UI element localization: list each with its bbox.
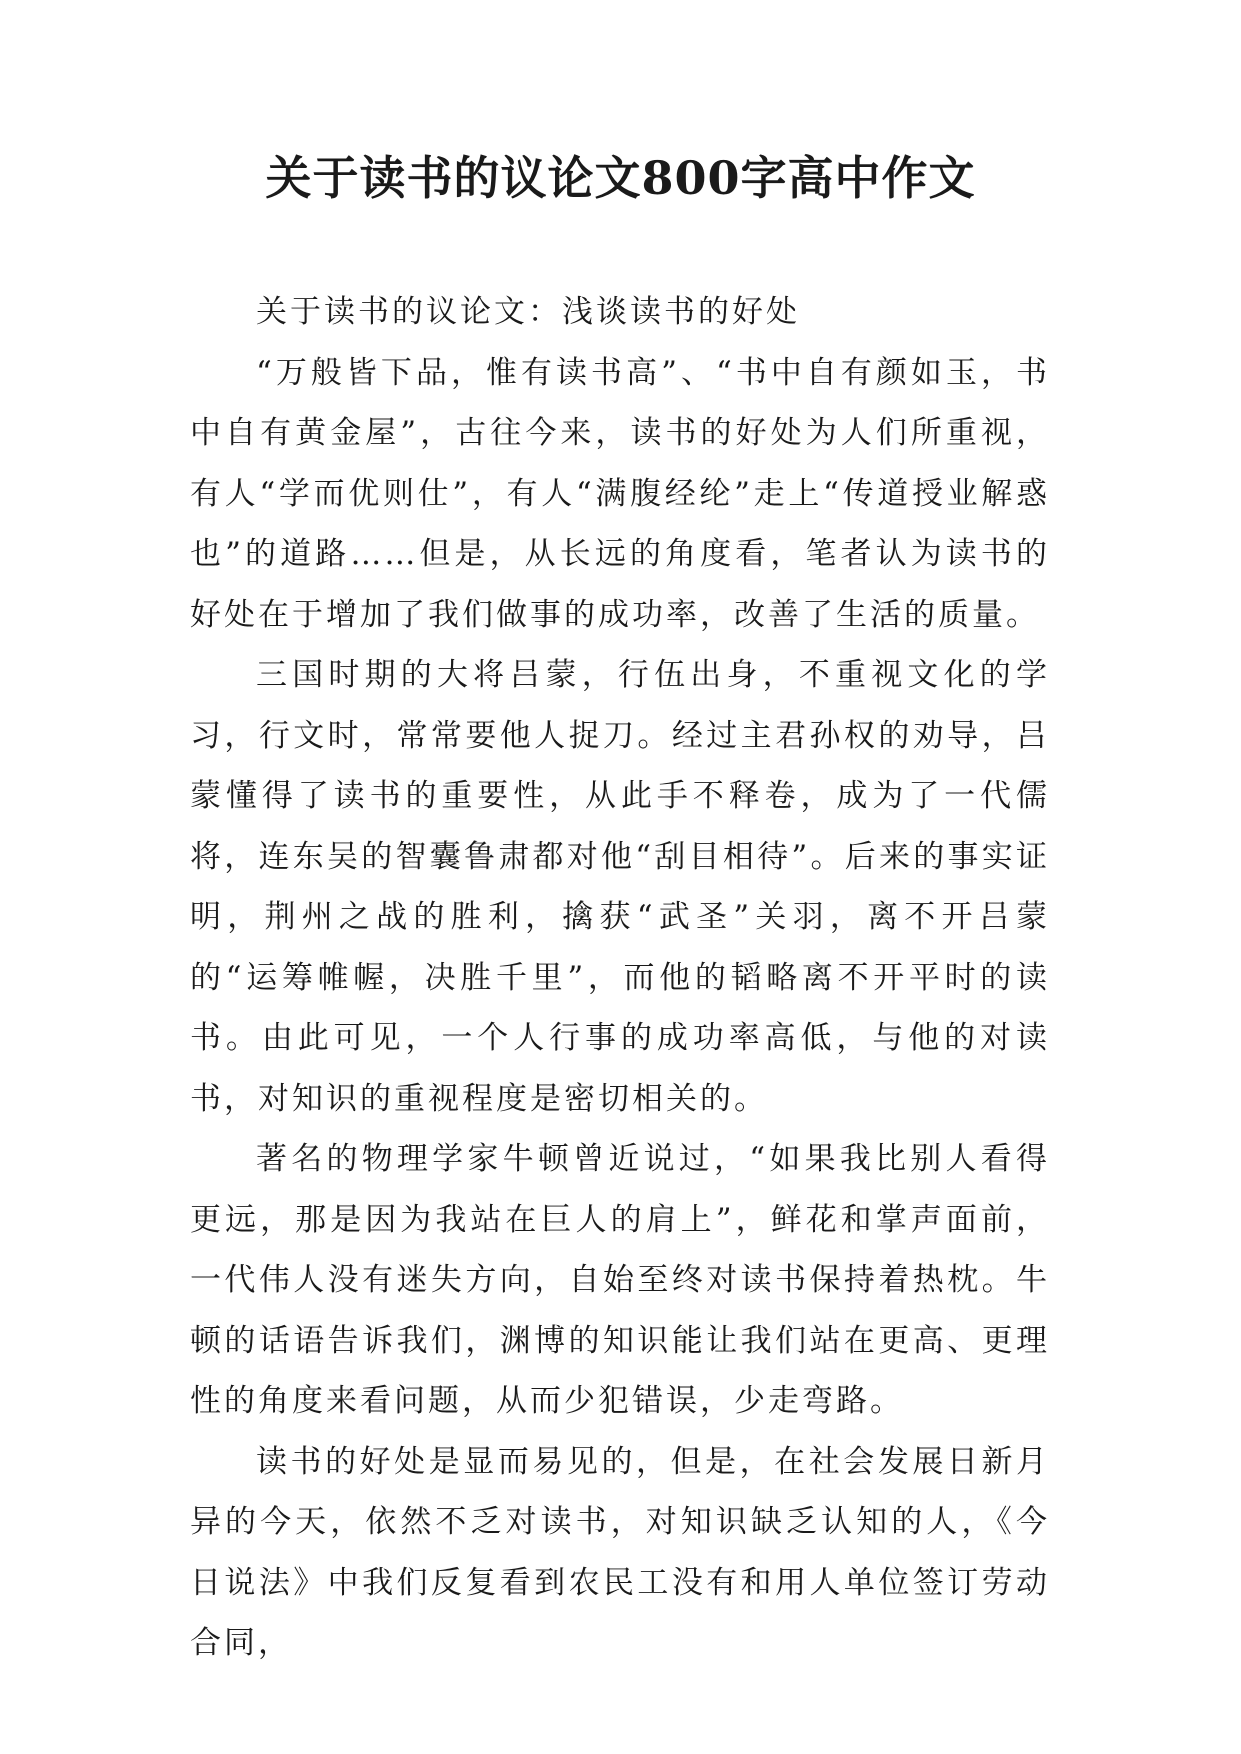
paragraph: 三国时期的大将吕蒙，行伍出身，不重视文化的学习，行文时，常常要他人捉刀。经过主君孙权的劝导，吕蒙懂得了读书的重要性，从此手不释卷，成为了一代儒将，连东吴的智囊鲁肃都对他“刮目相待”。后来的事实证明，荆州之战的胜利，擒获“武圣”关羽，离不开吕蒙的“运筹帷幄，决胜千里”，而他的韬略离不开平时的读书。由此可见，一个人行事的成功率高低，与他的对读书，对知识的重视程度是密切相关的。 — [190, 657, 1050, 1117]
document-title: 关于读书的议论文800字高中作文 — [265, 151, 976, 205]
document-body — [190, 282, 1050, 1674]
paragraph-subtitle: 关于读书的议论文：浅谈读书的好处 — [256, 294, 800, 330]
paragraph: 著名的物理学家牛顿曾近说过，“如果我比别人看得更远，那是因为我站在巨人的肩上”，鲜花和掌声面前，一代伟人没有迷失方向，自始至终对读书保持着热枕。牛顿的话语告诉我们，渊博的知识能让我们站在更高、更理性的角度来看问题，从而少犯错误，少走弯路。 — [190, 1141, 1050, 1419]
paragraph: “万般皆下品，惟有读书高”、“书中自有颜如玉，书中自有黄金屋”，古往今来，读书的好处为人们所重视，有人“学而优则仕”，有人“满腹经纶”走上“传道授业解惑也”的道路……但是，从长远的角度看，笔者认为读书的好处在于增加了我们做事的成功率，改善了生活的质量。 — [190, 354, 1050, 633]
paragraph: 读书的好处是显而易见的，但是，在社会发展日新月异的今天，依然不乏对读书，对知识缺乏认知的人，《今日说法》中我们反复看到农民工没有和用人单位签订劳动合同， — [190, 1443, 1050, 1661]
